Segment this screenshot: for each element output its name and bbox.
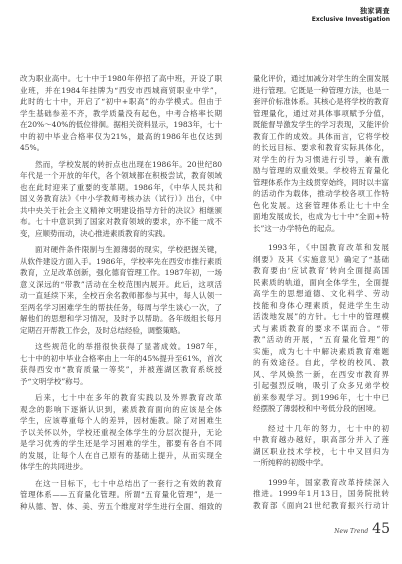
text-line: 对学生的行为习惯进行引导，兼有激 [253, 154, 389, 164]
section-header [312, 7, 390, 24]
text-line: 至两名学习困难学生的帮扶任务，每周与学生谈心一次，了 [20, 302, 222, 312]
text-line: 进行管理。它既是一种管理方法，也是一 [253, 85, 389, 95]
article-column-right [253, 73, 389, 511]
text-line: 共中央关于社会主义精神文明建设指导方针的决议》相继颁 [20, 205, 222, 215]
text-line: 湖区职业技术学校，七十中又回归为 [253, 446, 389, 456]
text-line: 民素质的轨道，面向全体学生，全面提 [253, 277, 389, 287]
text-line: 经摆脱了薄弱校和中考低分段的困境。 [253, 404, 381, 413]
text-line: 观念的影响下逐渐认识到，素质教育面向的应该是全体 [20, 404, 222, 414]
article-paragraph [20, 341, 222, 387]
text-line: 量化评价，通过加减分对学生的全面发展 [253, 74, 389, 83]
text-line: 是学习优秀的学生还是学习困难的学生，都要有各自不同 [20, 439, 222, 448]
text-line: 的长远目标、要求和教育实际具体化， [253, 143, 389, 152]
text-line: 高学生的思想道德、文化科学、劳动 [253, 289, 389, 298]
text-line: 前来参观学习。到1996年，七十中已 [253, 392, 389, 402]
text-line: 改为职业高中。七十中于1980年停招了高中班，开设了职 [20, 74, 222, 83]
article-paragraph [20, 478, 222, 513]
text-line: 动一直延续下来，全校百余名教师都参与其中，每人认领一 [20, 291, 222, 300]
text-line: 教育，立足改革创新，强化德育管理工作。1987年初，一场 [20, 268, 222, 277]
text-line: 变，应顺势而动，决心推进素质教育的实践。 [20, 228, 170, 238]
text-line: 技能和身体心理素质，促进学生生动 [253, 300, 389, 310]
text-line: 中的初中毕业合格率仅为21%，最高的1986年也仅达到 [20, 131, 222, 141]
text-line: 学生基础参差不齐，教学质量没有起色，中考合格率长期 [20, 108, 222, 118]
text-line: 然而，学校发展的转折点也出现在1986年。20世纪80 [35, 159, 222, 169]
text-line: 经过十几年的努力，七十中的初 [268, 423, 389, 433]
text-line: 风、学风焕然一新，在西安市教育界 [253, 369, 389, 379]
text-line: 一所纯粹的初级中学。 [253, 458, 328, 467]
text-line: 教”活动的开展，“五育量化管理”的 [253, 335, 389, 344]
text-line: 这些规范化的举措很快获得了显著成效。1987年， [35, 342, 222, 351]
text-line: 45%。 [20, 143, 45, 152]
text-line: 励与管理的双重效果。学校将五育量化 [253, 166, 389, 175]
article-paragraph [253, 423, 389, 469]
text-line: 教育要由‘应试教育’转向全面提高国 [253, 266, 389, 275]
text-line: 予“文明学校”称号。 [20, 376, 88, 386]
text-line: 教育部《面向21世纪教育振兴行动计 [253, 500, 389, 510]
text-line: 从软件建设方面入手。1986年，学校率先在西安市推行素质 [20, 256, 222, 266]
text-line: 业班，并在1984年挂牌为“西安市西城商贸职业中学”， [20, 85, 222, 95]
text-line: 教育工作的成效。具体而言，它将学校 [253, 131, 389, 141]
text-line: 1993年，《中国教育改革和发展 [268, 243, 389, 252]
text-line: 管理体系——五育量化管理。所谓“五育量化管理”，是一 [20, 490, 222, 499]
text-line: 套评价标准体系。其核心是将学校的教育 [253, 97, 389, 106]
article-paragraph [253, 242, 389, 415]
text-line: 国义务教育法》《中小学教师考核办法（试行）》出台，《中 [20, 194, 222, 203]
text-line: 推进。1999年1月13日，国务院批转 [253, 489, 389, 498]
text-line: 也在此时迎来了重要的变革期。1986年，《中华人民共和 [20, 182, 222, 192]
section-title-english: Exclusive Investigation [311, 16, 390, 23]
text-line: 1999年，国家教育改革持续深入 [268, 477, 389, 487]
text-line: 意义深远的“带教”活动在全校范围内展开。此后，这项活 [20, 279, 222, 289]
article-paragraph [20, 159, 222, 240]
text-line: 在20%～40%的低位徘徊。据相关资料显示，1983年，七十 [20, 120, 223, 129]
text-line: 实施，成为七十中解决素质教育难题 [253, 346, 389, 356]
text-line: 后来，七十中在多年的教育实践以及外界教育改革 [35, 393, 222, 402]
article-column-left [20, 73, 222, 512]
text-line: 管理体系作为主线贯穿始终，同时以丰富 [253, 177, 389, 187]
text-line: 获得西安市“教育质量一等奖”，并被莲湖区教育系统授 [20, 365, 222, 374]
text-line: 布。七十中意识到了国家对教育领域的要求，亦不能一成不 [20, 217, 222, 226]
text-line: 予以关怀以外，学校还重视全体学生的分层次提升，无论 [20, 427, 222, 437]
page-number: 45 [372, 521, 390, 537]
page-footer [334, 521, 390, 537]
text-line: 活泼地发展”的方针。七十中的管理模 [253, 312, 389, 321]
text-line: 既能督导激发学生的学习表现，又能评价 [253, 120, 389, 129]
text-line: 年代是一个开放的年代，各个领域都在积极尝试，教育领域 [20, 171, 222, 180]
article-paragraph [253, 477, 389, 512]
text-line: 种从德、智、体、美、劳五个维度对学生进行全面、细致的 [20, 501, 222, 511]
text-line: 的有效途径。自此，学校的校风、教 [253, 358, 389, 367]
text-line: 面对硬件条件限制与生源薄弱的现实，学校把握关键， [35, 245, 222, 254]
text-line: 中教育越办越好，职高部分并入了莲 [253, 435, 389, 444]
text-line: 面地发展成长，也成为七十中“全面+特 [253, 212, 389, 221]
text-line: 管理量化，通过对具体事项赋予分值， [253, 108, 389, 118]
article-paragraph [20, 392, 222, 473]
text-line: 引起强烈反响，吸引了众多兄弟学校 [253, 381, 389, 390]
text-line: 色化发展。这套管理体系让七十中全 [253, 200, 389, 210]
magazine-name: New Trend [334, 528, 369, 535]
text-line: 体学生的共同进步。 [20, 462, 88, 471]
text-line: 的活动作为载体，推动学校各项工作特 [253, 189, 389, 198]
text-line: 学生，应该尊重每个人的差异，因材施教。除了对困难生 [20, 416, 222, 425]
article-paragraph [20, 244, 222, 336]
text-line: 解他们的思想和学习情况，及时予以帮助。各年级组长每月 [20, 314, 222, 323]
text-line: 定期召开帮教工作会，及时总结经验，调整策略。 [20, 325, 185, 335]
text-line: 式与素质教育的要求不谋而合。“带 [253, 323, 389, 333]
text-line: 七十中的初中毕业合格率由上一年的45%提升至61%，首次 [20, 353, 222, 363]
text-line: 此时的七十中，开启了“初中+职高”的办学模式。但由于 [20, 97, 222, 106]
text-line: 纲要》及其《实施意见》确定了“基础 [253, 254, 389, 264]
text-line: 的发展，让每个人在自己原有的基础上提升，从而实现全 [20, 450, 222, 460]
section-title-chinese: 独家调查 [360, 7, 390, 15]
text-line: 在这一目标下，七十中总结出了一套行之有效的教育 [35, 478, 222, 488]
text-line: 长”这一办学特色的起点。 [253, 223, 340, 233]
article-paragraph [20, 73, 222, 154]
article-paragraph [253, 73, 389, 234]
